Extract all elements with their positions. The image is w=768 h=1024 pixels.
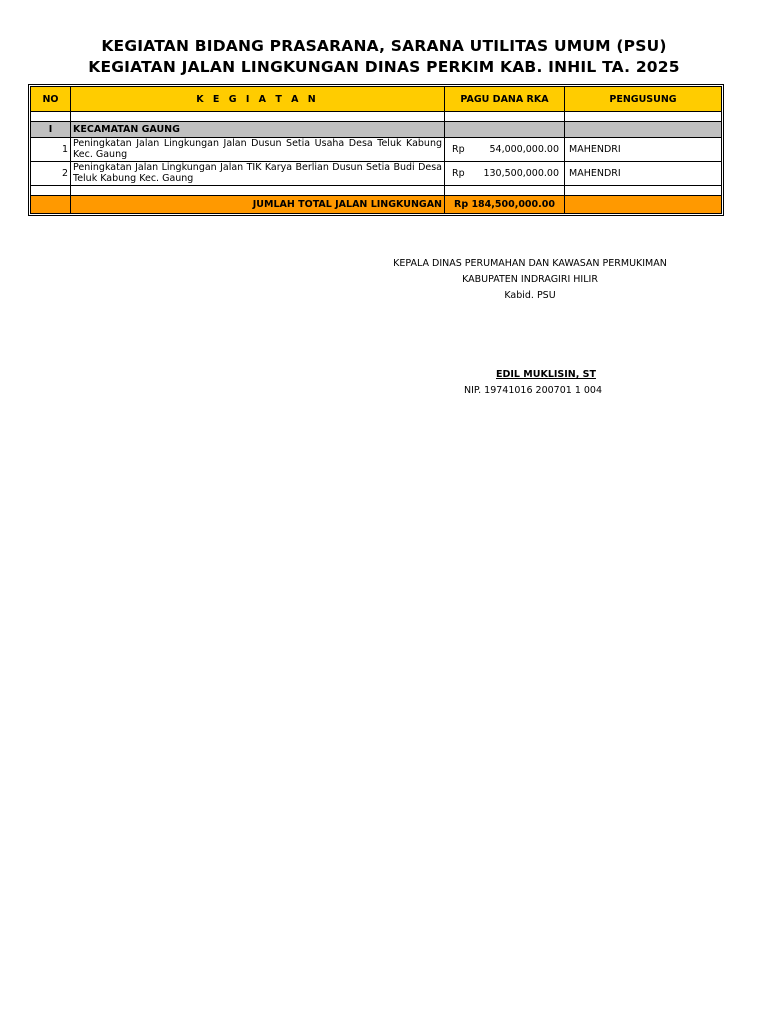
row-pagu	[445, 162, 565, 186]
signature-office: KEPALA DINAS PERUMAHAN DAN KAWASAN PERMUKIMAN	[393, 258, 667, 269]
row-amount: 54,000,000.00	[489, 144, 559, 155]
row-pagu	[445, 138, 565, 162]
group-row	[31, 122, 722, 138]
document-title-line1: KEGIATAN BIDANG PRASARANA, SARANA UTILITAS UMUM (PSU)	[101, 37, 667, 55]
row-currency: Rp	[452, 144, 465, 155]
group-name: KECAMATAN GAUNG	[71, 122, 445, 138]
signature-region: KABUPATEN INDRAGIRI HILIR	[462, 274, 598, 285]
row-pengusung: MAHENDRI	[565, 138, 722, 162]
row-kegiatan: Peningkatan Jalan Lingkungan Jalan TIK Karya Berlian Dusun Setia Budi Desa Teluk Kabung Kec. Gaung	[71, 162, 445, 186]
document-title-line2: KEGIATAN JALAN LINGKUNGAN DINAS PERKIM KAB. INHIL TA. 2025	[88, 58, 680, 76]
header-pengusung: PENGUSUNG	[565, 87, 722, 112]
table-row	[31, 138, 722, 162]
total-row	[31, 196, 722, 214]
row-kegiatan: Peningkatan Jalan Lingkungan Jalan Dusun Setia Usaha Desa Teluk Kabung Kec. Gaung	[71, 138, 445, 162]
spacer-row	[31, 186, 722, 196]
signatory-nip: NIP. 19741016 200701 1 004	[463, 385, 603, 396]
spacer-row	[31, 112, 722, 122]
total-value: Rp 184,500,000.00	[445, 196, 565, 214]
header-pagu: PAGU DANA RKA	[445, 87, 565, 112]
header-kegiatan: K E G I A T A N	[71, 87, 445, 112]
row-no: 1	[31, 138, 71, 162]
total-label: JUMLAH TOTAL JALAN LINGKUNGAN	[71, 196, 445, 214]
signature-position: Kabid. PSU	[504, 290, 556, 301]
activity-table	[28, 84, 724, 216]
group-no: I	[31, 122, 71, 138]
header-no: NO	[31, 87, 71, 112]
table-row	[31, 162, 722, 186]
row-no: 2	[31, 162, 71, 186]
table-header-row	[31, 87, 722, 112]
row-pengusung: MAHENDRI	[565, 162, 722, 186]
row-currency: Rp	[452, 168, 465, 179]
row-amount: 130,500,000.00	[483, 168, 559, 179]
signatory-name: EDIL MUKLISIN, ST	[496, 369, 596, 380]
